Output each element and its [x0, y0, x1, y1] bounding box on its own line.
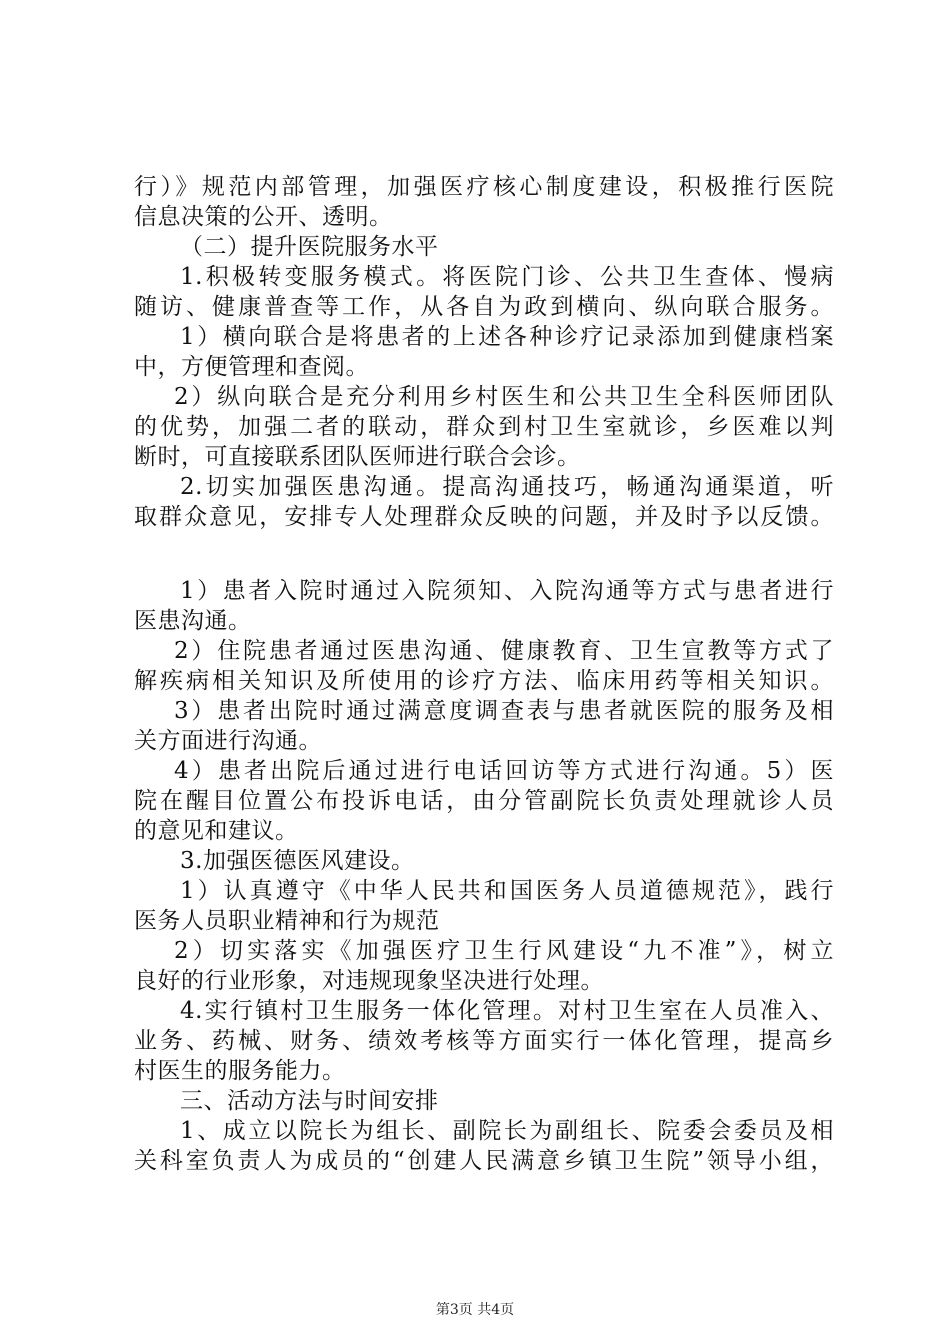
paragraph-line: 1）横向联合是将患者的上述各种诊疗记录添加到健康档案 [180, 324, 834, 350]
paragraph-line: 业务、药械、财务、绩效考核等方面实行一体化管理，提高乡 [134, 1028, 834, 1054]
paragraph-line: 村医生的服务能力。 [134, 1058, 346, 1084]
paragraph-line: 医患沟通。 [134, 608, 252, 634]
paragraph-line: 中，方便管理和查阅。 [134, 354, 369, 380]
paragraph-line: 关方面进行沟通。 [134, 728, 322, 754]
paragraph-line: 取群众意见，安排专人处理群众反映的问题，并及时予以反馈。 [134, 504, 834, 530]
paragraph-line: 关科室负责人为成员的“创建人民满意乡镇卫生院”领导小组， [134, 1148, 834, 1174]
page-number-footer: 第3页 共4页 [435, 1302, 515, 1318]
paragraph-line: 行）》规范内部管理，加强医疗核心制度建设，积极推行医院 [134, 174, 834, 200]
paragraph-line: 1）认真遵守《中华人民共和国医务人员道德规范》，践行 [180, 878, 834, 904]
paragraph-line: 2）切实落实《加强医疗卫生行风建设“九不准”》，树立 [174, 938, 834, 964]
paragraph-line: 4.实行镇村卫生服务一体化管理。对村卫生室在人员准入、 [180, 998, 834, 1024]
paragraph-line: 1）患者入院时通过入院须知、入院沟通等方式与患者进行 [180, 578, 834, 604]
paragraph-line: 断时，可直接联系团队医师进行联合会诊。 [134, 444, 581, 470]
paragraph-line: 1.积极转变服务模式。将医院门诊、公共卫生查体、慢病 [180, 264, 834, 290]
paragraph-line: 1、成立以院长为组长、副院长为副组长、院委会委员及相 [180, 1118, 834, 1144]
paragraph-line: 的优势，加强二者的联动，群众到村卫生室就诊，乡医难以判 [134, 414, 834, 440]
document-body [134, 172, 834, 1176]
section-heading: 三、活动方法与时间安排 [180, 1088, 439, 1114]
paragraph-line: 2.切实加强医患沟通。提高沟通技巧，畅通沟通渠道，听 [180, 474, 834, 500]
paragraph-line: 医务人员职业精神和行为规范 [134, 908, 440, 934]
paragraph-line: 解疾病相关知识及所使用的诊疗方法、临床用药等相关知识。 [134, 668, 834, 694]
section-heading: 3.加强医德医风建设。 [180, 848, 415, 874]
paragraph-line: 4）患者出院后通过进行电话回访等方式进行沟通。5）医 [174, 758, 834, 784]
paragraph-line: 良好的行业形象，对违规现象坚决进行处理。 [134, 968, 604, 994]
paragraph-line: 2）住院患者通过医患沟通、健康教育、卫生宣教等方式了 [174, 638, 834, 664]
section-heading: （二）提升医院服务水平 [180, 234, 439, 260]
paragraph-line: 随访、健康普查等工作，从各自为政到横向、纵向联合服务。 [134, 294, 834, 320]
paragraph-line: 2）纵向联合是充分利用乡村医生和公共卫生全科医师团队 [174, 384, 834, 410]
paragraph-line: 院在醒目位置公布投诉电话，由分管副院长负责处理就诊人员 [134, 788, 834, 814]
paragraph-line: 信息决策的公开、透明。 [134, 204, 393, 230]
blank-space [134, 532, 834, 576]
paragraph-line: 3）患者出院时通过满意度调查表与患者就医院的服务及相 [174, 698, 834, 724]
paragraph-line: 的意见和建议。 [134, 818, 299, 844]
